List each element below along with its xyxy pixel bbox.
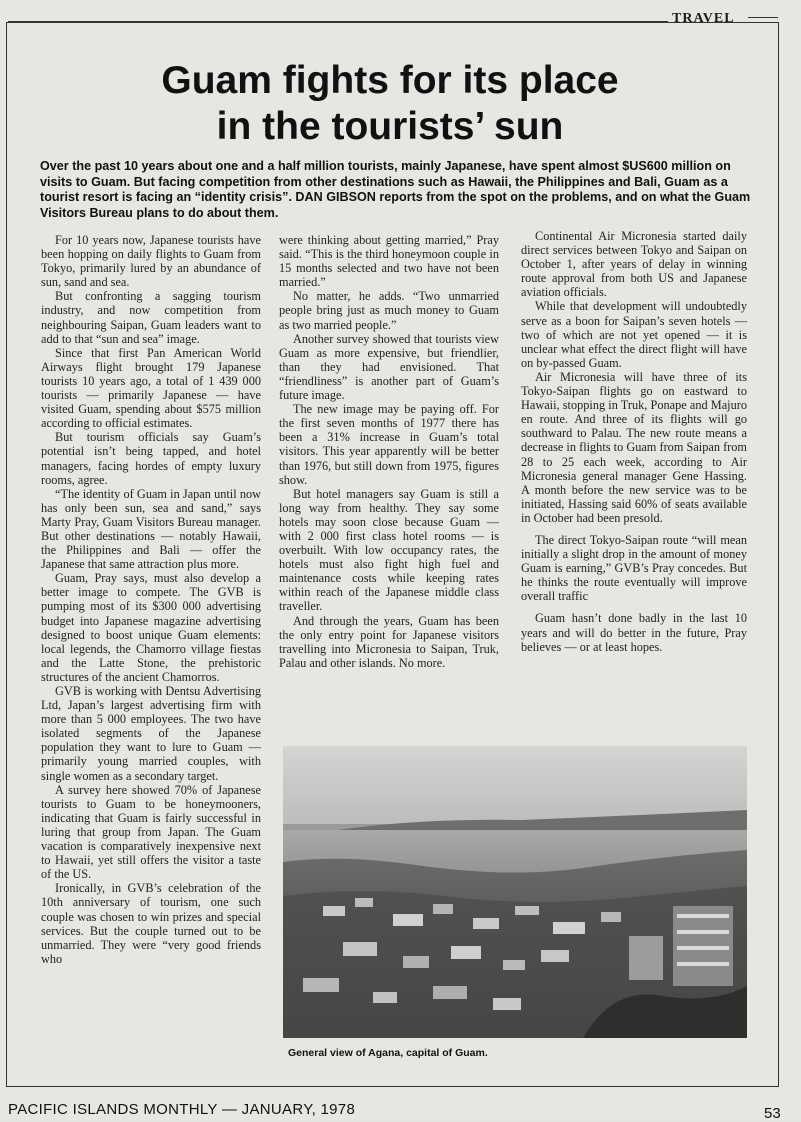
- paragraph: GVB is working with Dentsu Advertising Ltd, Japan’s largest advertising firm with more than 5 000 employees. The two have isolated segments of the Japanese population they want to lure to Guam — primarily young married couples, with single women as a secondary target.: [41, 684, 261, 783]
- paragraph: But confronting a sagging tourism industry, and now competition from neighbouring Saipan, Guam leaders want to add to that “sun and sea” image.: [41, 289, 261, 346]
- paragraph: were thinking about getting married,” Pray said. “This is the third honeymoon couple in 15 months selected and two have not been married.”: [279, 233, 499, 290]
- article-column-2: [279, 233, 499, 670]
- photo-illustration: [283, 746, 747, 1038]
- paragraph: The new image may be paying off. For the first seven months of 1977 there has been a 31% increase in Guam’s total visitors. This year apparently will be better than 1976, but still down from 1975, figures show.: [279, 402, 499, 487]
- paragraph: No matter, he adds. “Two unmarried people bring just as much money to Guam as two married people.”: [279, 289, 499, 332]
- footer-publication: PACIFIC ISLANDS MONTHLY — JANUARY, 1978: [8, 1101, 356, 1118]
- paragraph: While that development will undoubtedly serve as a boon for Saipan’s seven hotels — two of which are not yet opened — it is unclear what effect the direct flight will have on by-passed Guam.: [521, 299, 747, 370]
- paragraph: Another survey showed that tourists view Guam as more expensive, but friendlier, than they had envisioned. That “friendliness” is another part of Guam’s future image.: [279, 331, 499, 403]
- paragraph: “The identity of Guam in Japan until now has only been sun, sea and sand,” says Marty Pray, Guam Visitors Bureau manager. But other destinations — notably Hawaii, the Philippines and Bali — offer the Japanese that same attraction plus more.: [41, 486, 261, 572]
- paragraph: For 10 years now, Japanese tourists have been hopping on daily flights to Guam from Tokyo, primarily lured by an abundance of sun, sand and sea.: [41, 233, 261, 290]
- paragraph: But hotel managers say Guam is still a long way from healthy. They say some hotels may soon close because Guam — with 2 000 first class hotel rooms — is overbuilt. With low occupancy rates, the hotels must also fight high fuel and maintenance costs while keeping rates within reach of the Japanese middle class traveller.: [279, 486, 499, 614]
- paragraph: But tourism officials say Guam’s potential isn’t being tapped, and hotel managers, facing hordes of empty luxury rooms, agree.: [41, 430, 261, 487]
- paragraph: A survey here showed 70% of Japanese tourists to Guam to be honeymooners, indicating that Guam is fairly successful in luring that group from Japan. The Guam vacation is comparatively inexpensive next to Hawaii, yet still offers the visitor a taste of the US.: [41, 782, 261, 882]
- paragraph: And through the years, Guam has been the only entry point for Japanese visitors travelling into Micronesia to Saipan, Truk, Palau and other islands. No more.: [279, 613, 499, 670]
- page-number: 53: [764, 1105, 781, 1122]
- headline-line-2: in the tourists’ sun: [216, 105, 564, 148]
- section-tag: TRAVEL: [672, 11, 735, 26]
- paragraph: The direct Tokyo-Saipan route “will mean initially a slight drop in the amount of money Guam is earning,” GVB’s Pray concedes. But he thinks the route eventually will improve overall traffic: [521, 532, 747, 604]
- article-column-1: [41, 233, 261, 966]
- paragraph: Since that first Pan American World Airways flight brought 179 Japanese tourists 10 years ago, a total of 1 439 000 tourists — primarily Japanese — have visited Guam, spending about $575 million according to official estimates.: [41, 345, 261, 431]
- paragraph: Guam, Pray says, must also develop a better image to compete. The GVB is pumping most of its $300 000 advertising budget into Japanese magazine advertising designed to boost unique Guam elements: local legends, the Chamorro village fiestas and the Latte Stone, the prehistoric structures of the ancient Chamorros.: [41, 571, 261, 684]
- top-rule-right: [748, 17, 778, 18]
- standfirst: Over the past 10 years about one and a half million tourists, mainly Japanese, have spent almost $US600 million on visits to Guam. But facing competition from other destinations such as Hawaii, the Philippines and Bali, Guam as a tourist resort is facing an “identity crisis”. DAN GIBSON reports from the spot on the problems, and on what the Guam Visitors Bureau plans to do about them.: [40, 159, 751, 220]
- photo-caption: General view of Agana, capital of Guam.: [288, 1047, 488, 1059]
- paragraph: Guam hasn’t done badly in the last 10 years and will do better in the future, Pray believes — or at least hopes.: [521, 611, 747, 654]
- headline-line-1: Guam fights for its place: [161, 59, 619, 102]
- paragraph: Continental Air Micronesia started daily direct services between Tokyo and Saipan on October 1, after years of delay in winning route approval from both US and Japanese aviation officials.: [521, 229, 747, 300]
- headline: [20, 58, 760, 150]
- article-column-3: [521, 229, 747, 654]
- paragraph: Air Micronesia will have three of its Tokyo-Saipan flights go on eastward to Hawaii, stopping in Truk, Ponape and Majuro en route. And three of its flights will go southward to Palau. The new route means a decrease in flights to Guam from Saipan from 28 to 25 each week, according to Air Micronesia general manager Gene Hassing. A month before the new service was to be initiated, Hassing said 60% of seats available in October had been presold.: [521, 369, 747, 525]
- agana-aerial-photo: [283, 746, 747, 1038]
- paragraph: Ironically, in GVB’s celebration of the 10th anniversary of tourism, one such couple was chosen to win prizes and special services. But the couple turned out to be unmarried. They were “very good friends who: [41, 881, 261, 966]
